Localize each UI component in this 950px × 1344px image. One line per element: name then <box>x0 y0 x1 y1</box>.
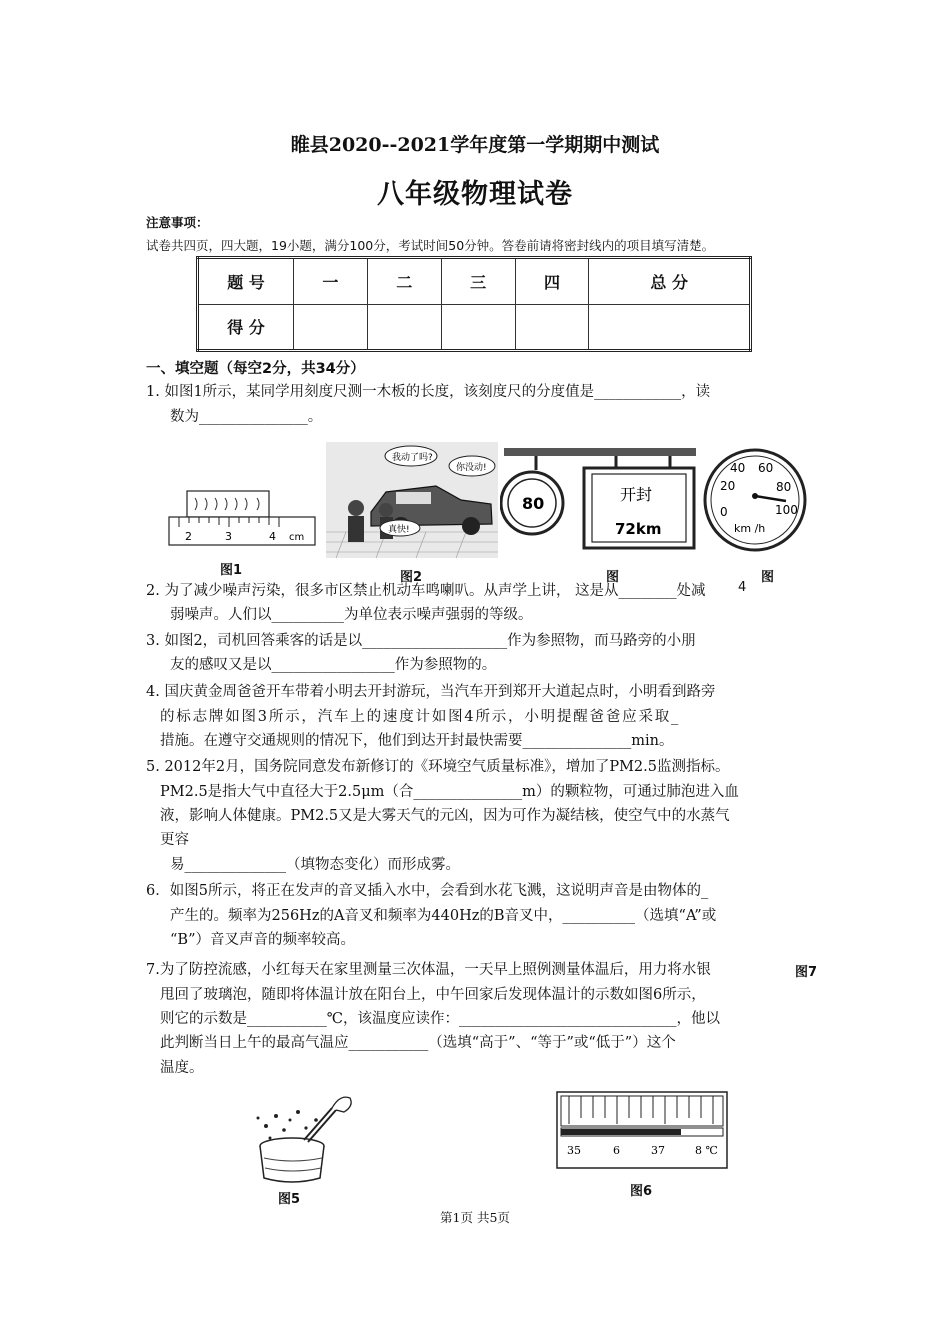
q5-line1: 5. 2012年2月，国务院同意发布新修订的《环境空气质量标准》，增加了PM2.5监测指标。 <box>146 759 730 775</box>
fig4-unit: km /h <box>734 522 766 535</box>
q2-line2: 弱噪声。人们以__________为单位表示噪声强弱的等级。 <box>170 607 533 623</box>
q5-line3: 液，影响人体健康。PM2.5又是大雾天气的元凶，因为可作为凝结核，使空气中的水蒸气 <box>160 808 730 824</box>
fig1-caption: 图1 <box>220 563 243 578</box>
fig6-caption: 图6 <box>630 1184 653 1199</box>
fig2-caption: 图2 <box>400 570 423 585</box>
fig1-ruler <box>165 488 320 556</box>
fig1-tick-4: 4 <box>269 530 276 543</box>
score-cell-2[interactable] <box>367 304 441 351</box>
q7-line5: 温度。 <box>160 1060 204 1076</box>
q3-line1: 3. 如图2，司机回答乘客的话是以____________________作为参照物，而马路旁的小朋 <box>146 633 696 649</box>
q7-line2: 甩回了玻璃泡，随即将体温计放在阳台上，中午回家后发现体温计的示数如图6所示， <box>160 987 706 1003</box>
fig5-caption: 图5 <box>278 1192 301 1207</box>
q5-line4: 更容 <box>160 832 189 848</box>
q7-line4: 此判断当日上午的最高气温应___________（选填“高于”、“等于”或“低于”）这个 <box>160 1035 676 1051</box>
notes-label: 注意事项： <box>146 215 209 230</box>
fig4-dial-80: 80 <box>776 480 792 494</box>
fig4-speedometer <box>702 446 808 556</box>
q7-line3: 则它的示数是___________℃，该温度应读作：______________________________，他以 <box>160 1011 720 1027</box>
q5-line2: PM2.5是指大气中直径大于2.5μm（合_______________m）的颗粒物，可通过肺泡进入血 <box>160 784 739 800</box>
fig5-tuning-fork <box>246 1090 358 1186</box>
fig3-speed-limit: 80 <box>522 494 545 513</box>
fig1-tick-unit: cm <box>289 532 305 543</box>
q4-line1: 4. 国庆黄金周爸爸开车带着小明去开封游玩，当汽车开到郑开大道起点时，小明看到路旁 <box>146 684 716 700</box>
q6-line2: 产生的。频率为256Hz的A音叉和频率为440Hz的B音叉中，__________（选填“A”或 <box>170 908 717 924</box>
fig2-car-cartoon <box>326 442 498 558</box>
fig4-dial-40: 40 <box>730 461 746 475</box>
q1-line2: 数为_______________。 <box>170 409 323 425</box>
q2-line1: 2. 为了减少噪声污染，很多市区禁止机动车鸣喇叭。从声学上讲， 这是从________处减 <box>146 583 706 599</box>
q4-line3: 措施。在遵守交通规则的情况下，他们到达开封最快需要_______________min。 <box>160 733 674 749</box>
score-header-label: 题 号 <box>198 258 294 305</box>
q3-line2: 友的感叹又是以_________________作为参照物的。 <box>170 657 497 673</box>
fig1-tick-3: 3 <box>225 530 232 543</box>
q5-line5: 易______________（填物态变化）而形成雾。 <box>170 857 460 873</box>
exam-title: 睢县2020--2021学年度第一学期期中测试 <box>290 134 660 156</box>
fig-number-4: 4 <box>738 580 747 595</box>
q7-line1: 7.为了防控流感，小红每天在家里测量三次体温，一天早上照例测量体温后，用力将水银 <box>146 962 711 978</box>
fig2-bubble3: 真快! <box>388 525 410 535</box>
fig3-caption: 图 <box>606 570 620 585</box>
score-header-4: 四 <box>515 258 589 305</box>
fig4-caption: 图 <box>761 570 775 585</box>
fig3-distance: 72km <box>615 520 662 538</box>
score-header-3: 三 <box>441 258 515 305</box>
score-header-1: 一 <box>294 258 368 305</box>
fig4-dial-100: 100 <box>775 503 798 517</box>
exam-subtitle: 八年级物理试卷 <box>377 179 573 210</box>
score-header-2: 二 <box>367 258 441 305</box>
fig3-city: 开封 <box>620 485 653 504</box>
fig6-scale-37: 37 <box>651 1144 665 1157</box>
q1-line1: 1. 如图1所示，某同学用刻度尺测一木板的长度，该刻度尺的分度值是____________，读 <box>146 384 711 400</box>
score-row-label: 得 分 <box>198 304 294 351</box>
fig4-dial-0: 0 <box>720 505 728 519</box>
score-header-total: 总 分 <box>589 258 751 305</box>
fig6-scale-35: 35 <box>567 1144 581 1157</box>
score-cell-1[interactable] <box>294 304 368 351</box>
q6-line3: “B”）音叉声音的频率较高。 <box>170 932 355 948</box>
fig2-bubble2: 你没动! <box>456 463 487 473</box>
q6-line1: 6．如图5所示，将正在发声的音叉插入水中，会看到水花飞溅，这说明声音是由物体的_ <box>146 883 709 899</box>
q4-line2: 的标志牌如图3所示，汽车上的速度计如图4所示，小明提醒爸爸应采取_ <box>160 709 681 725</box>
score-table <box>196 256 752 352</box>
score-cell-total[interactable] <box>589 304 751 351</box>
fig6-scale-6: 6 <box>613 1144 620 1157</box>
score-cell-4[interactable] <box>515 304 589 351</box>
notes-text: 试卷共四页，四大题，19小题，满分100分，考试时间50分钟。答卷前请将密封线内的项目填写清楚。 <box>146 238 715 253</box>
page-footer: 第1页 共5页 <box>440 1210 510 1225</box>
fig3-road-signs <box>500 442 700 554</box>
section-heading: 一、填空题（每空2分，共34分） <box>146 361 365 377</box>
fig4-dial-60: 60 <box>758 461 774 475</box>
fig6-scale-8: 8 ℃ <box>695 1144 718 1157</box>
fig1-tick-2: 2 <box>185 530 192 543</box>
fig4-dial-20: 20 <box>720 479 736 493</box>
fig6-thermometer <box>555 1090 731 1172</box>
fig7-caption: 图7 <box>795 965 818 980</box>
score-cell-3[interactable] <box>441 304 515 351</box>
fig2-bubble1: 我动了吗? <box>392 453 433 463</box>
